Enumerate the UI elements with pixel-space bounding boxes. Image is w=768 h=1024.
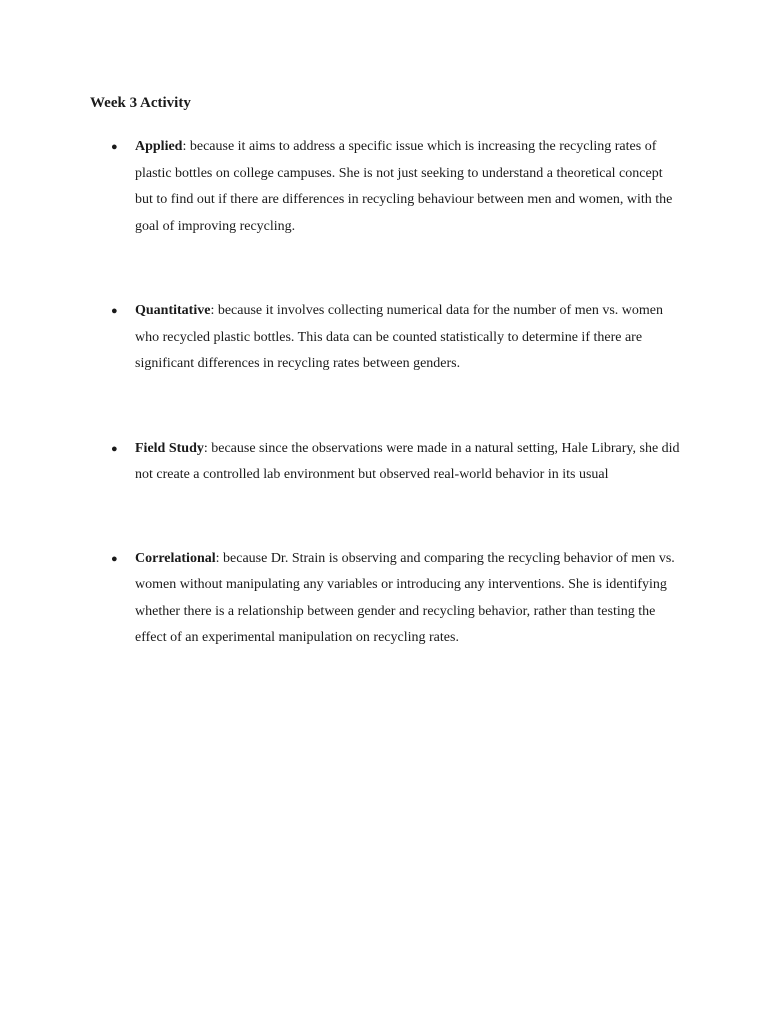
bullet-icon: ● — [111, 552, 118, 565]
term-label: Correlational — [135, 550, 216, 566]
bullet-icon: ● — [111, 141, 118, 153]
term-description: : because it involves collecting numerical data for the number of men vs. women who recycled plastic bottles. This data can be counted statistically to determine if there are significant differences in recycling rates between genders. — [135, 303, 663, 371]
term-label: Field Study — [135, 440, 204, 456]
term-label: Applied — [135, 139, 183, 154]
document-title: Week 3 Activity — [90, 95, 191, 111]
term-description: : because it aims to address a specific issue which is increasing the recycling rates of plastic bottles on college campuses. She is not just seeking to understand a theoretical concept but to find out if there are differences in recycling behaviour between men and women, with the goal of improving recycling. — [135, 139, 673, 234]
term-description: : because Dr. Strain is observing and comparing the recycling behavior of men vs. women without manipulating any variables or introducing any interventions. She is identifying whether there is a relationship between gender and recycling behavior, rather than testing the effect of an experimental manipulation on recycling rates. — [135, 550, 675, 645]
list-item-field-study — [111, 436, 681, 489]
bullet-icon: ● — [111, 442, 118, 455]
list-item-quantitative — [111, 298, 681, 378]
term-label: Quantitative — [135, 303, 211, 318]
bullet-list — [111, 134, 681, 710]
list-item-applied — [111, 134, 681, 240]
term-description: : because since the observations were made in a natural setting, Hale Library, she did not create a controlled lab environment but observed real-world behavior in its usual — [135, 440, 680, 482]
list-item-correlational — [111, 546, 681, 652]
bullet-icon: ● — [111, 305, 118, 317]
